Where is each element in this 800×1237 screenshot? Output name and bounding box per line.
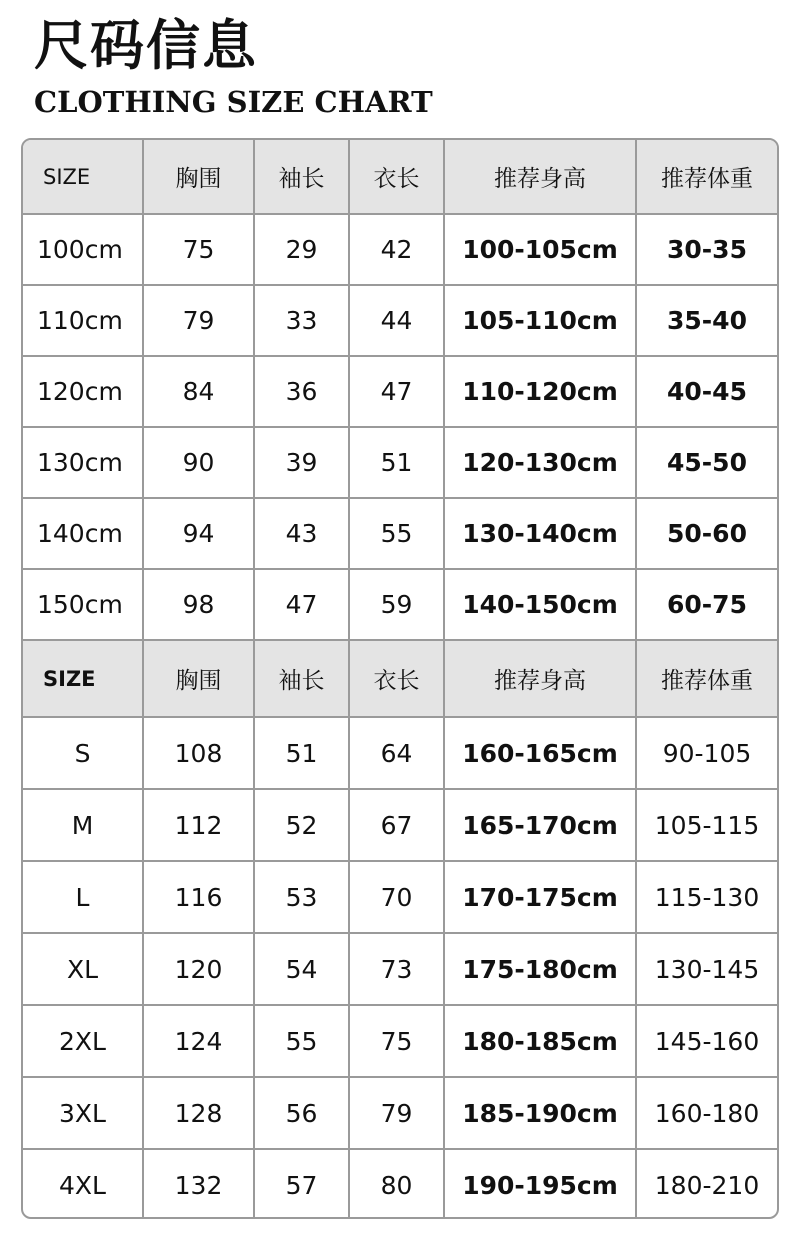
- height-cell: 170-175cm: [444, 861, 636, 933]
- table-row: [23, 1077, 777, 1149]
- chest-cell: 112: [143, 789, 254, 861]
- height-cell: 105-110cm: [444, 285, 636, 356]
- chest-cell: 94: [143, 498, 254, 569]
- table-row: [23, 569, 777, 640]
- kids-header-row: [23, 140, 777, 214]
- header-size: SIZE: [23, 640, 143, 717]
- header-chest: 胸围: [143, 140, 254, 214]
- weight-cell: 130-145: [636, 933, 777, 1005]
- table-row: [23, 861, 777, 933]
- table-row: [23, 356, 777, 427]
- sleeve-cell: 47: [254, 569, 349, 640]
- size-cell: 120cm: [23, 356, 143, 427]
- header-weight: 推荐体重: [636, 640, 777, 717]
- header-sleeve: 袖长: [254, 640, 349, 717]
- size-cell: 3XL: [23, 1077, 143, 1149]
- sleeve-cell: 52: [254, 789, 349, 861]
- length-cell: 70: [349, 861, 444, 933]
- size-chart: [21, 138, 779, 1219]
- header-length: 衣长: [349, 140, 444, 214]
- table-row: [23, 717, 777, 789]
- chest-cell: 128: [143, 1077, 254, 1149]
- length-cell: 59: [349, 569, 444, 640]
- chest-cell: 132: [143, 1149, 254, 1219]
- sleeve-cell: 56: [254, 1077, 349, 1149]
- height-cell: 100-105cm: [444, 214, 636, 285]
- page-title: 尺码信息: [34, 14, 258, 77]
- weight-cell: 145-160: [636, 1005, 777, 1077]
- weight-cell: 40-45: [636, 356, 777, 427]
- sleeve-cell: 55: [254, 1005, 349, 1077]
- weight-cell: 35-40: [636, 285, 777, 356]
- header-height: 推荐身高: [444, 140, 636, 214]
- height-cell: 130-140cm: [444, 498, 636, 569]
- size-cell: 110cm: [23, 285, 143, 356]
- header-height: 推荐身高: [444, 640, 636, 717]
- size-cell: 4XL: [23, 1149, 143, 1219]
- weight-cell: 115-130: [636, 861, 777, 933]
- header-sleeve: 袖长: [254, 140, 349, 214]
- height-cell: 185-190cm: [444, 1077, 636, 1149]
- height-cell: 120-130cm: [444, 427, 636, 498]
- size-table: [23, 140, 777, 1219]
- sleeve-cell: 57: [254, 1149, 349, 1219]
- length-cell: 44: [349, 285, 444, 356]
- weight-cell: 105-115: [636, 789, 777, 861]
- sleeve-cell: 39: [254, 427, 349, 498]
- length-cell: 42: [349, 214, 444, 285]
- sleeve-cell: 54: [254, 933, 349, 1005]
- weight-cell: 160-180: [636, 1077, 777, 1149]
- height-cell: 160-165cm: [444, 717, 636, 789]
- table-row: [23, 285, 777, 356]
- size-cell: 2XL: [23, 1005, 143, 1077]
- size-cell: XL: [23, 933, 143, 1005]
- weight-cell: 60-75: [636, 569, 777, 640]
- length-cell: 55: [349, 498, 444, 569]
- chest-cell: 98: [143, 569, 254, 640]
- chest-cell: 90: [143, 427, 254, 498]
- chest-cell: 116: [143, 861, 254, 933]
- sleeve-cell: 53: [254, 861, 349, 933]
- table-row: [23, 1005, 777, 1077]
- table-row: [23, 1149, 777, 1219]
- size-cell: S: [23, 717, 143, 789]
- sleeve-cell: 33: [254, 285, 349, 356]
- size-cell: M: [23, 789, 143, 861]
- chest-cell: 84: [143, 356, 254, 427]
- size-cell: 100cm: [23, 214, 143, 285]
- weight-cell: 50-60: [636, 498, 777, 569]
- length-cell: 79: [349, 1077, 444, 1149]
- chest-cell: 124: [143, 1005, 254, 1077]
- height-cell: 165-170cm: [444, 789, 636, 861]
- weight-cell: 180-210: [654, 1171, 760, 1200]
- size-cell: L: [23, 861, 143, 933]
- length-cell: 75: [349, 1005, 444, 1077]
- header-chest: 胸围: [143, 640, 254, 717]
- sleeve-cell: 36: [254, 356, 349, 427]
- length-cell: 67: [349, 789, 444, 861]
- weight-cell: 90-105: [636, 717, 777, 789]
- table-row: [23, 427, 777, 498]
- size-cell: 130cm: [23, 427, 143, 498]
- length-cell: 47: [349, 356, 444, 427]
- size-cell: 140cm: [23, 498, 143, 569]
- length-cell: 80: [349, 1149, 444, 1219]
- sleeve-cell: 51: [254, 717, 349, 789]
- weight-cell: 30-35: [636, 214, 777, 285]
- size-cell: 150cm: [23, 569, 143, 640]
- sleeve-cell: 29: [254, 214, 349, 285]
- table-row: [23, 498, 777, 569]
- length-cell: 73: [349, 933, 444, 1005]
- table-row: [23, 933, 777, 1005]
- sleeve-cell: 43: [254, 498, 349, 569]
- weight-cell: 45-50: [636, 427, 777, 498]
- chest-cell: 108: [143, 717, 254, 789]
- height-cell: 175-180cm: [444, 933, 636, 1005]
- chest-cell: 120: [143, 933, 254, 1005]
- height-cell: 180-185cm: [444, 1005, 636, 1077]
- height-cell: 190-195cm: [444, 1149, 636, 1219]
- header-size: SIZE: [23, 140, 143, 214]
- table-row: [23, 214, 777, 285]
- height-cell: 140-150cm: [444, 569, 636, 640]
- chest-cell: 75: [143, 214, 254, 285]
- page-subtitle: CLOTHING SIZE CHART: [34, 85, 433, 119]
- length-cell: 64: [349, 717, 444, 789]
- chest-cell: 79: [143, 285, 254, 356]
- length-cell: 51: [349, 427, 444, 498]
- adult-header-row: [23, 640, 777, 717]
- table-row: [23, 789, 777, 861]
- header-length: 衣长: [349, 640, 444, 717]
- header-weight: 推荐体重: [636, 140, 777, 214]
- height-cell: 110-120cm: [444, 356, 636, 427]
